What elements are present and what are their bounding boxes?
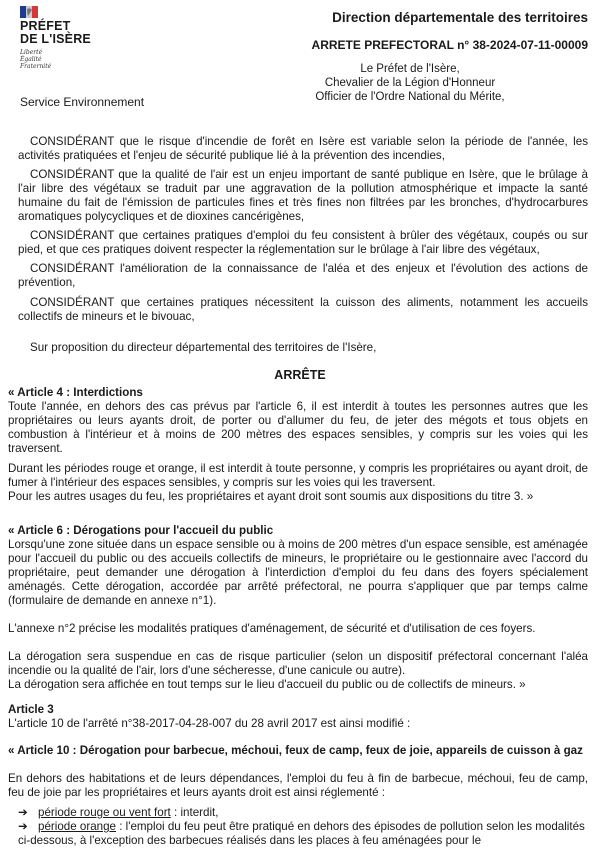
article-3-p1: L'article 10 de l'arrêté n°38-2017-04-28-007 du 28 avril 2017 est ainsi modifié : xyxy=(8,717,411,730)
arrete-title: ARRÊTE xyxy=(274,368,326,382)
article-6-p4: La dérogation sera affichée en tout temps sur le lieu d'accueil du public ou de collectifs de mineurs. » xyxy=(8,678,526,691)
considerant-1: CONSIDÉRANT que le risque d'incendie de forêt en Isère est variable selon la période de l'année, les activités pratiquées et l'enjeu de sécurité publique lié à la prévention des incendies, xyxy=(18,135,588,162)
devise-fraternite: Fraternité xyxy=(20,63,52,70)
article-6-p2: L'annexe n°2 précise les modalités pratiques d'aménagement, de sécurité et d'utilisation de ces foyers. xyxy=(8,622,536,635)
prefet-title-line: Le Préfet de l'Isère, xyxy=(360,63,460,75)
marianne-icon xyxy=(20,6,38,18)
arrete-number: ARRETE PREFECTORAL n° 38-2024-07-11-00009 xyxy=(311,38,588,52)
article-4-p1: Toute l'année, en dehors des cas prévus par l'article 6, il est interdit à toutes les personnes autres que les propriétaires ou leurs ayants droit, de porter ou d'allumer du feu, de jeter des mégots et tous objets en combustion à l'intérieur et à moins de 200 mètres des espaces sensibles, y compris sur les voies qui les traversent. xyxy=(8,400,588,455)
bullet-label: période orange xyxy=(38,820,116,833)
arrow-right-icon: ➔ xyxy=(18,806,28,819)
article-3-title: Article 3 xyxy=(8,703,54,716)
devise xyxy=(20,49,130,70)
article-4-p3: Pour les autres usages du feu, les propriétaires et ayant droit sont soumis aux dispositions du titre 3. » xyxy=(8,490,534,503)
prefet-title-line: Officier de l'Ordre National du Mérite, xyxy=(315,91,505,103)
prefet-logo xyxy=(20,6,130,70)
article-10-p1: En dehors des habitations et de leurs dépendances, l'emploi du feu à fin de barbecue, méchoui, feu de camp, feu de joie par les propriétaires et leurs ayants droit est ainsi réglementé : xyxy=(8,772,588,799)
prefet-line-2: DE L'ISÈRE xyxy=(20,32,91,46)
prefet-title-block xyxy=(290,62,530,104)
article-6-title: « Article 6 : Dérogations pour l'accueil du public xyxy=(8,524,274,537)
prefet-line-1: PRÉFET xyxy=(20,19,71,33)
article-6-p1: Lorsqu'une zone située dans un espace sensible ou à moins de 200 mètres d'un espace sensible, est aménagée pour l'accueil du public ou des accueils collectifs de mineurs, le propriétaire ou le gestionnaire avec l'accord du propriétaire, peut demander une dérogation à l'interdiction d'emploi du feu dans des foyers spécialement aménagés. Cette dérogation, accordée par arrêté préfectoral, ne pourra s'appliquer que par temps calme (formulaire de demande en annexe n°1). xyxy=(8,538,588,607)
article-4-p2: Durant les périodes rouge et orange, il est interdit à toute personne, y compris les propriétaires ou ayant droit, de fumer à l'intérieur des espaces sensibles, y compris sur les voies qui les traversent. xyxy=(8,462,588,489)
article-10-title: « Article 10 : Dérogation pour barbecue, méchoui, feux de camp, feux de joie, appareils de cuisson à gaz xyxy=(8,744,583,757)
bullet-text: : interdit, xyxy=(170,806,219,819)
considerant-4: CONSIDÉRANT l'amélioration de la connaissance de l'aléa et des enjeux et l'évolution des actions de prévention, xyxy=(18,262,588,289)
bullet-text: : l'emploi du feu peut être pratiqué en dehors des épisodes de pollution selon les modalités ci-dessous, à l'exception des barbecues réalisés dans les places à feu aménagées pour le xyxy=(18,820,585,847)
considerant-5: CONSIDÉRANT que certaines pratiques nécessitent la cuisson des aliments, notamment les accueils collectifs de mineurs et le bivouac, xyxy=(18,296,588,323)
devise-egalite: Égalité xyxy=(20,56,42,63)
arrow-right-icon: ➔ xyxy=(18,820,28,833)
service-name: Service Environnement xyxy=(20,95,145,109)
prefet-title-line: Chevalier de la Légion d'Honneur xyxy=(324,77,496,89)
bullet-periode-rouge xyxy=(18,806,588,820)
bullet-periode-orange xyxy=(18,820,588,848)
devise-liberte: Liberté xyxy=(20,49,43,56)
article-4-title: « Article 4 : Interdictions xyxy=(8,386,143,399)
article-6-p3: La dérogation sera suspendue en cas de risque particulier (selon un dispositif préfectoral concernant l'aléa incendie ou la qualité de l'air, lors d'une sécheresse, d'une canicule ou autre). xyxy=(8,650,588,677)
proposition: Sur proposition du directeur départemental des territoires de l'Isère, xyxy=(30,341,377,354)
direction-title: Direction départementale des territoires xyxy=(332,10,588,25)
bullet-label: période rouge ou vent fort xyxy=(38,806,171,819)
considerant-3: CONSIDÉRANT que certaines pratiques d'emploi du feu consistent à brûler des végétaux, coupés ou sur pied, et que ces pratiques doivent respecter la réglementation sur le brûlage à l'air libre des végétaux, xyxy=(18,229,588,256)
considerant-2: CONSIDÉRANT que la qualité de l'air est un enjeu important de santé publique en Isère, que le brûlage à l'air libre des végétaux se traduit par une aggravation de la pollution atmosphérique et impacte la santé humaine du fait de l'émission de particules fines et très fines non filtrées par les bronches, d'hydrocarbures aromatiques polycycliques et de dioxines cancérigènes, xyxy=(18,168,588,223)
